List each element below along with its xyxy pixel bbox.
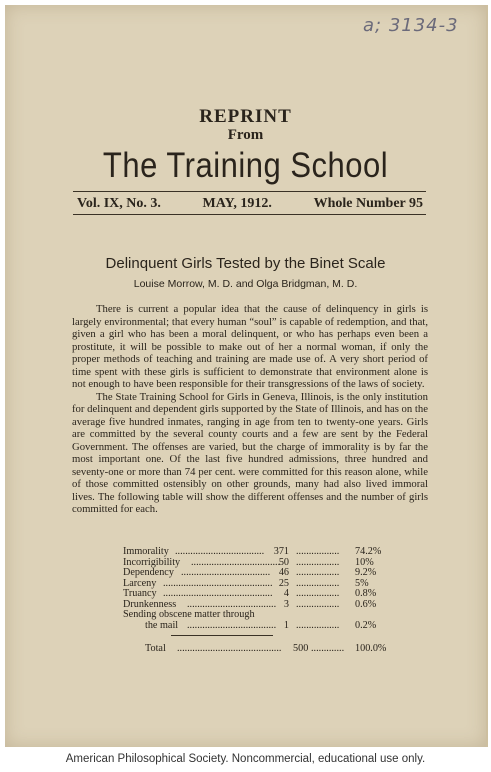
journal-title: The Training School: [102, 145, 389, 186]
table-row: Incorrigibility ................................... 50 ................. 10%: [123, 556, 374, 568]
offense-count: 25: [278, 577, 289, 589]
offense-label: Dependency: [123, 567, 174, 578]
offense-percent: 9.2%: [355, 567, 377, 578]
table-row: the mail ................................... 1 ................. 0.2%: [145, 619, 377, 631]
header-rule-top: [73, 191, 426, 192]
offense-table: [123, 547, 393, 631]
table-row: [123, 610, 393, 621]
whole-number: Whole Number 95: [313, 196, 423, 211]
offense-label: Immorality: [123, 546, 169, 557]
table-row: Dependency ................................... 46 ................. 9.2%: [123, 567, 377, 578]
copyright-footer: American Philosophical Society. Noncommercial, educational use only.: [65, 753, 426, 765]
offense-label: the mail: [145, 619, 179, 631]
volume-number: Vol. IX, No. 3.: [77, 196, 161, 211]
issue-date: MAY, 1912.: [202, 196, 272, 211]
offense-percent: 74.2%: [355, 546, 382, 557]
issue-line: [77, 196, 423, 212]
offense-count: 46: [278, 567, 289, 578]
table-row: Immorality ................................... 371 ................. 74.2%: [123, 546, 382, 557]
total-rule: [171, 635, 273, 636]
total-percent: 100.0%: [355, 643, 387, 654]
document-page: [5, 5, 488, 747]
offense-count: 3: [283, 598, 289, 610]
offense-percent: 10%: [355, 556, 374, 568]
offense-label: Incorrigibility: [123, 556, 181, 568]
offense-label: Sending obscene matter through: [123, 609, 255, 620]
offense-count: 4: [283, 588, 289, 599]
offense-label: Larceny: [123, 577, 157, 589]
offense-count: 371: [273, 546, 289, 557]
table-row: Drunkenness ................................... 3 ................. 0.6%: [123, 598, 377, 610]
from-label: From: [227, 127, 264, 143]
article-authors: Louise Morrow, M. D. and Olga Bridgman, M. D.: [133, 278, 358, 290]
offense-percent: 0.6%: [355, 598, 377, 610]
header-rule-bottom: [73, 214, 426, 215]
table-row: Larceny ........................................... 25 ................. 5%: [123, 577, 369, 589]
total-label: Total: [145, 643, 166, 654]
handwritten-catalog-number: a; 3134-3: [363, 15, 459, 36]
offense-percent: 0.2%: [355, 619, 377, 631]
paragraph-2: The State Training School for Girls in Geneva, Illinois, is the only institution for delinquent and dependent girls supported by the State of Illinois, and has on the average five hundred inmates, ranging in age from ten to twenty-one years. Girls are committed by the several county courts and a few are sent by the Federal Government. The offenses are varied, but the charge of immorality is by far the most important one. Of the last five hundred admissions, three hundred and seventy-one or more than 74 per cent. were committed for this reason alone, while of those committed ostensibly on other grounds, many had also lived immoral lives. The following table will show the different offenses and the number of girls committed for each.: [72, 390, 428, 515]
article-body: [72, 303, 428, 516]
article-title: Delinquent Girls Tested by the Binet Scale: [105, 255, 386, 272]
table-row: Truancy ........................................... 4 ................. 0.8%: [123, 588, 377, 599]
offense-label: Drunkenness: [123, 598, 177, 610]
table-total-row: Total ......................................... 500 ............. 100.0%: [145, 643, 387, 654]
paragraph-1: There is current a popular idea that the cause of delinquency in girls is largely environmental; that every human “soul” is capable of redemption, and that, given a girl who has been a moral delinquent, or who has perhaps even been a prostitute, it will be possible to make out of her a normal woman, if only the proper methods of teaching and training are made use of. A very short period of time spent with these girls is sufficient to demonstrate that environment alone is not enough to have been responsible for their transgressions of the laws of society.: [72, 303, 428, 390]
total-count: 500: [293, 643, 309, 654]
offense-count: 1: [283, 619, 289, 631]
offense-count: 50: [278, 556, 289, 568]
offense-percent: 0.8%: [355, 588, 377, 599]
offense-label: Truancy: [123, 588, 157, 599]
offense-percent: 5%: [355, 577, 369, 589]
reprint-label: REPRINT: [199, 106, 292, 127]
